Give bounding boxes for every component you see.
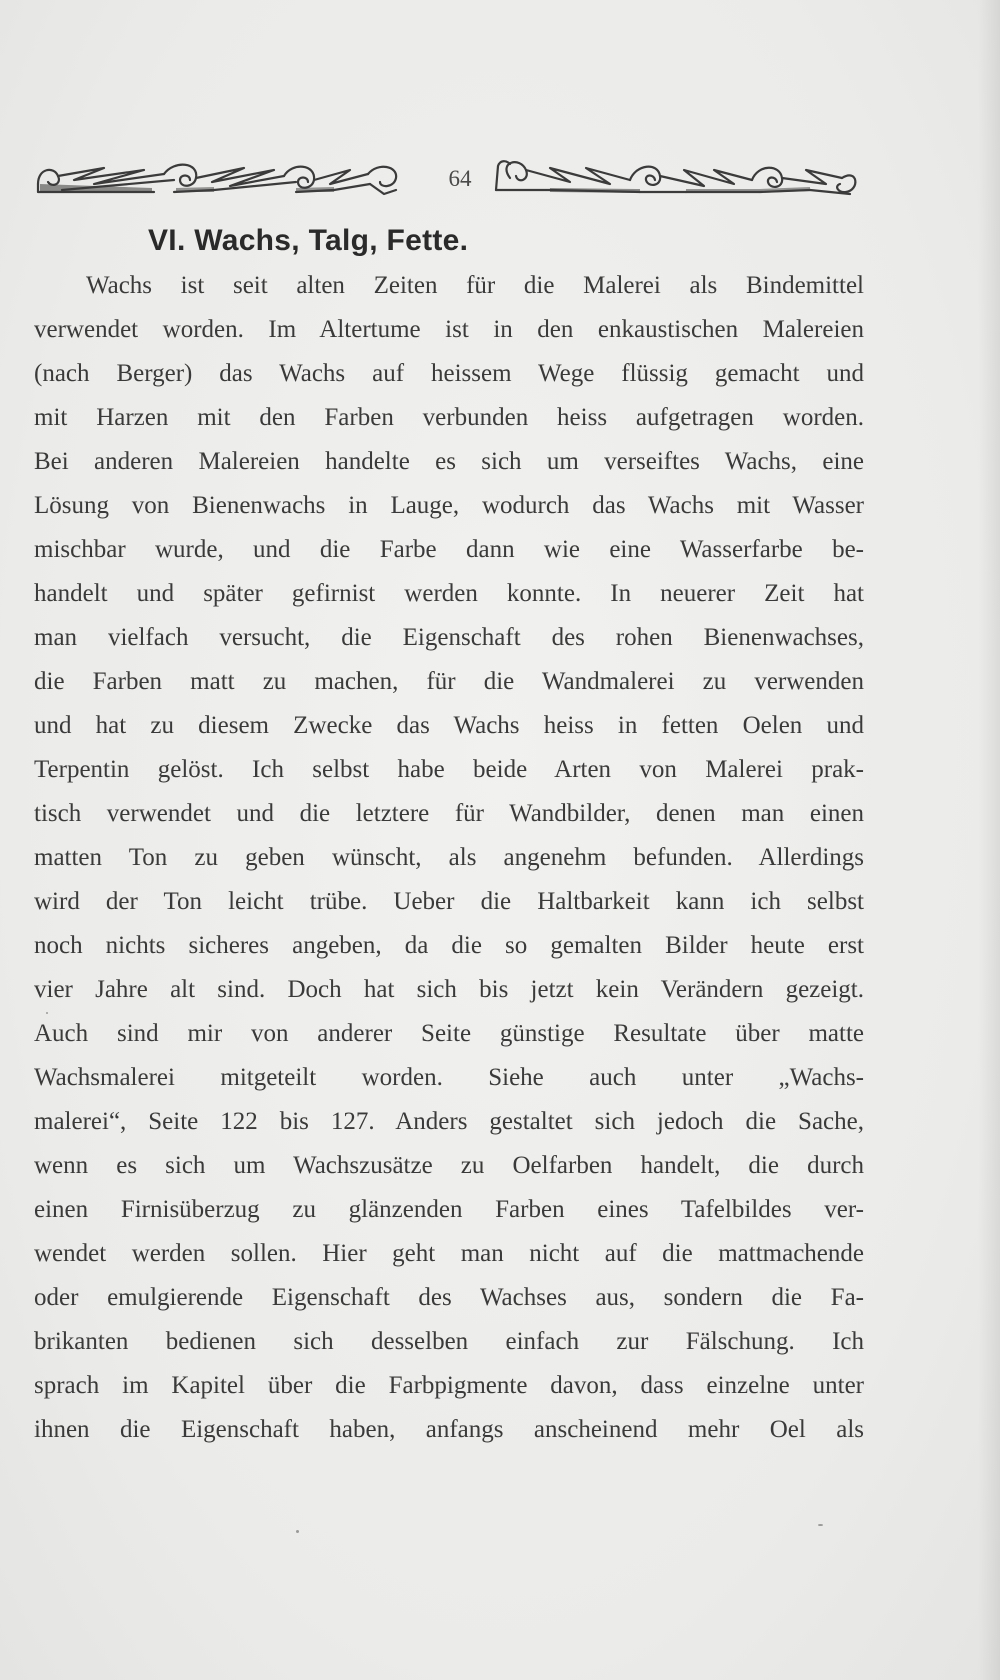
text-line: wendet werden sollen. Hier geht man nicht auf die mattmachende [34,1240,864,1267]
running-header [34,150,864,206]
text-line: oder emulgierende Eigenschaft des Wachses aus, sondern die Fa- [34,1284,864,1311]
page-edge-shadow [978,0,1000,1680]
page-number: 64 [448,166,472,191]
chapter-title: VI. Wachs, Talg, Fette. [148,224,469,257]
text-line: einen Firnisüberzug zu glänzenden Farben eines Tafelbildes ver- [34,1196,864,1223]
ornament-right-icon [490,154,864,200]
text-line: Auch sind mir von anderer Seite günstige Resultate über matte [34,1020,864,1047]
text-line: mischbar wurde, und die Farbe dann wie eine Wasserfarbe be- [34,536,864,563]
paper-speck [818,1524,823,1526]
body-text [34,264,864,1452]
text-line: matten Ton zu geben wünscht, als angenehm befunden. Allerdings [34,844,864,871]
text-line: Wachs ist seit alten Zeiten für die Malerei als Bindemittel [86,272,864,299]
text-line: Terpentin gelöst. Ich selbst habe beide Arten von Malerei prak- [34,756,864,783]
text-line: vier Jahre alt sind. Doch hat sich bis jetzt kein Verändern gezeigt. [34,976,864,1003]
text-line: sprach im Kapitel über die Farbpigmente davon, dass einzelne unter [34,1372,864,1399]
text-line: Lösung von Bienenwachs in Lauge, wodurch das Wachs mit Wasser [34,492,864,519]
text-line: handelt und später gefirnist werden konnte. In neuerer Zeit hat [34,580,864,607]
text-line: brikanten bedienen sich desselben einfach zur Fälschung. Ich [34,1328,864,1355]
text-line: (nach Berger) das Wachs auf heissem Wege flüssig gemacht und [34,360,864,387]
text-line: malerei“, Seite 122 bis 127. Anders gestaltet sich jedoch die Sache, [34,1108,864,1135]
text-line: Wachsmalerei mitgeteilt worden. Siehe auch unter „Wachs- [34,1064,864,1091]
paper-speck [46,1012,48,1014]
ornament-left-icon [34,154,404,200]
text-line: mit Harzen mit den Farben verbunden heiss aufgetragen worden. [34,404,864,431]
text-line: wird der Ton leicht trübe. Ueber die Haltbarkeit kann ich selbst [34,888,864,915]
text-line: man vielfach versucht, die Eigenschaft des rohen Bienenwachses, [34,624,864,651]
text-line: tisch verwendet und die letztere für Wandbilder, denen man einen [34,800,864,827]
text-line: die Farben matt zu machen, für die Wandmalerei zu verwenden [34,668,864,695]
text-line: Bei anderen Malereien handelte es sich um verseiftes Wachs, eine [34,448,864,475]
text-line: wenn es sich um Wachszusätze zu Oelfarben handelt, die durch [34,1152,864,1179]
text-line: noch nichts sicheres angeben, da die so gemalten Bilder heute erst [34,932,864,959]
text-line: ihnen die Eigenschaft haben, anfangs anscheinend mehr Oel als [34,1416,864,1443]
text-line: verwendet worden. Im Altertume ist in den enkaustischen Malereien [34,316,864,343]
paper-speck [296,1530,299,1533]
text-line: und hat zu diesem Zwecke das Wachs heiss in fetten Oelen und [34,712,864,739]
